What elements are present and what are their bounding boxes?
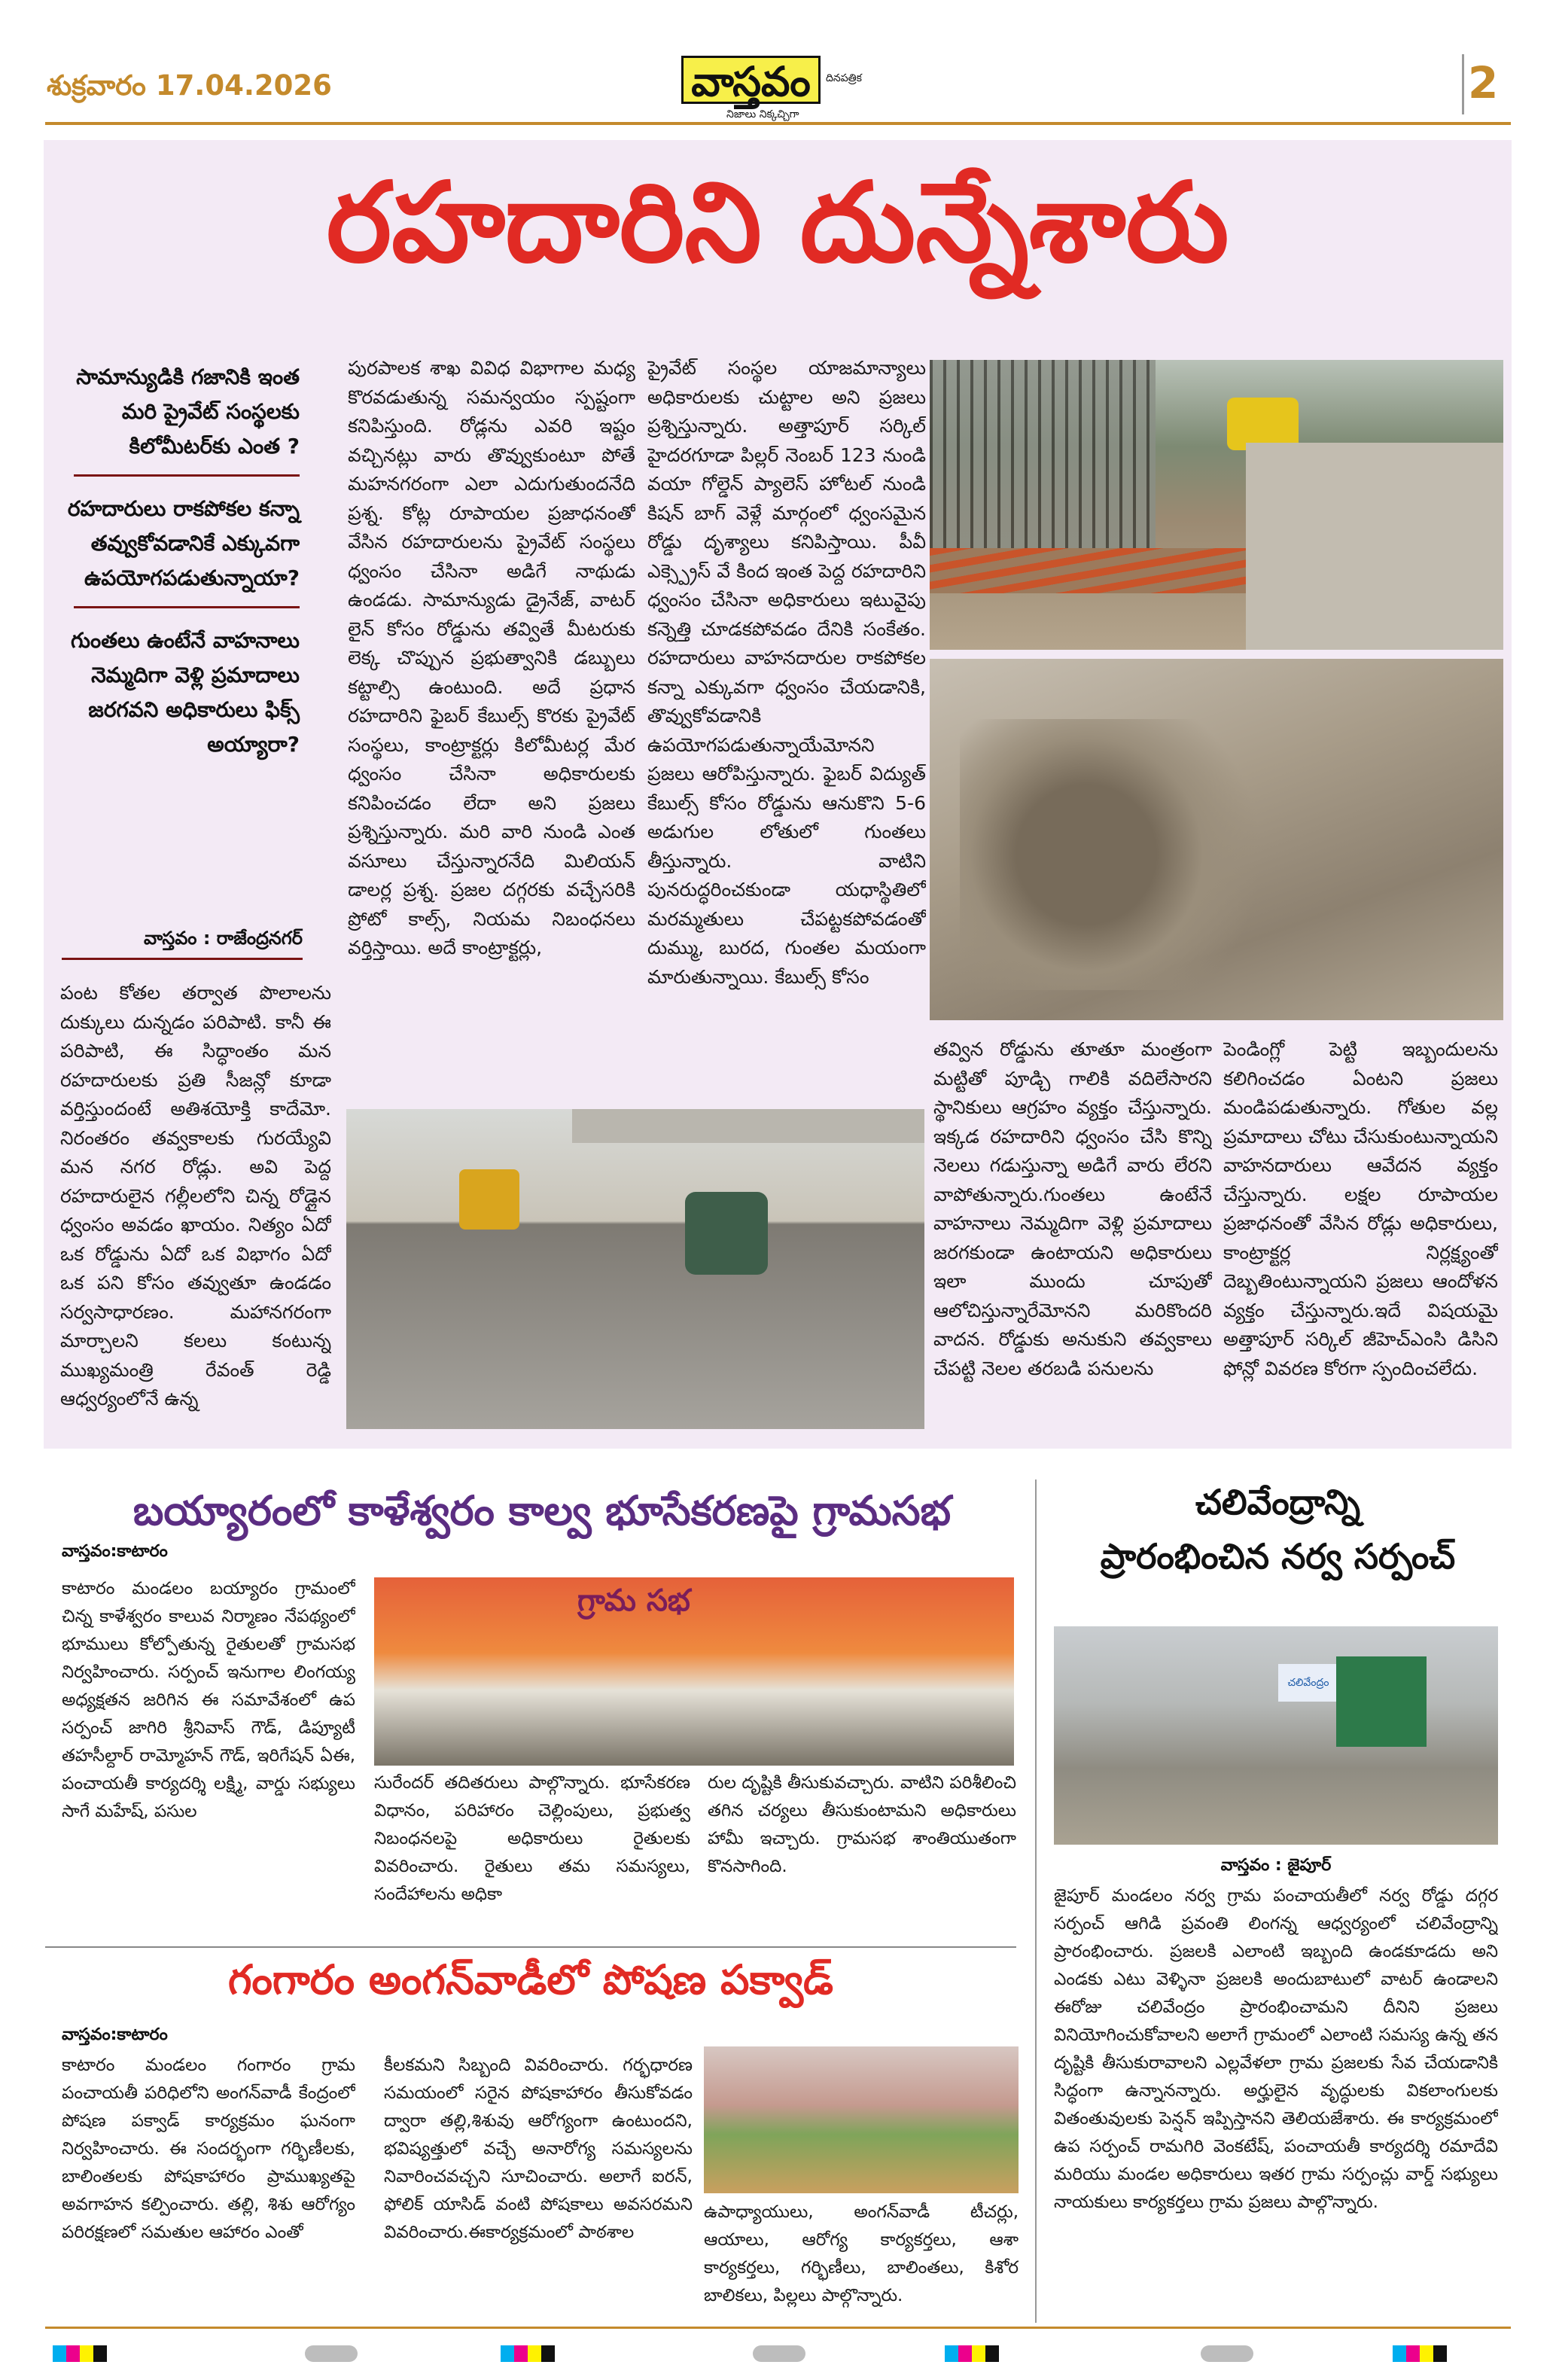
photo-flyover [572,1109,924,1143]
logo-side-text: దినపత్రిక [826,72,862,84]
photo-orange-pipes [930,548,1246,593]
masthead-logo [681,56,873,131]
column-divider [1035,1480,1037,2323]
reg-cyan [501,2345,514,2362]
photo-tent [1336,1656,1427,1747]
reg-magenta [958,2345,972,2362]
masthead-rule [45,122,1511,125]
photo-road-surface [1246,443,1503,650]
registration-marks [945,2345,999,2362]
pullquote-3: గుంతలు ఉంటేనే వాహనాలు నెమ్మదిగా వెళ్లి ప్రమాదాలు జరగవని అధికారులు ఫిక్స్ అయ్యారా? [70,628,300,757]
main-headline: రహదారిని దున్నేశారు [326,159,1229,287]
register-oval [1201,2345,1253,2362]
reg-yellow [528,2345,541,2362]
register-oval [753,2345,805,2362]
photo-auto-rickshaw [685,1192,768,1275]
registration-marks [53,2345,107,2362]
photo-traffic-street [346,1109,924,1429]
registration-marks [501,2345,555,2362]
photo-chalivendram [1054,1626,1498,1845]
reg-black [541,2345,555,2362]
chalivendram-byline: వాస్తవం : జైపూర్ [1220,1856,1332,1875]
page-number-divider [1462,54,1464,114]
byline-rule [62,958,303,960]
main-column-2: పురపాలక శాఖ వివిధ విభాగాల మధ్య కొరవడుతున్న సమన్వయం స్పష్టంగా కనిపిస్తుంది. రోడ్లను ఎవరి ఇష్టం వచ్చినట్లు వారు తొవ్వుకుంటూ పోతే మహనగరంగా ఎలా ఎదుగుతుందనేది ప్రశ్న. కోట్ల రూపాయల ప్రజాధనంతో వేసిన రహదారులను ప్రైవేట్ సంస్థలు ధ్వంసం చేసినా అడిగే నాథుడు ఉండడు. సామాన్యుడు డ్రైనేజ్, వాటర్ లైన్ కోసం రోడ్డును తవ్వితే మీటరుకు లెక్క చొప్పున ప్రభుత్వానికి డబ్బులు కట్టాల్సి ఉంటుంది. అదే ప్రధాన రహదారిని ఫైబర్ కేబుల్స్ కొరకు ప్రైవేట్ సంస్థలు, కాంట్రాక్టర్లు కిలోమీటర్ల మేర ధ్వంసం చేసినా అధికారులకు కనిపించడం లేదా అని ప్రజలు ప్రశ్నిస్తున్నారు. మరి వారి నుండి ఎంత వసూలు చేస్తున్నారనేది మిలియన్ డాలర్ల ప్రశ్న. ప్రజల దగ్గరకు వచ్చేసరికి ప్రోటో కాల్స్, నియమ నిబంధనలు వర్తిస్తాయి. అదే కాంట్రాక్టర్లు, [348,357,635,958]
reg-cyan [945,2345,958,2362]
main-column-1: పంట కోతల తర్వాత పొలాలను దుక్కులు దున్నడం పరిపాటి. కానీ ఈ పరిపాటి, ఈ సిద్ధాంతం మన రహదారులకు ప్రతి సీజన్లో కూడా వర్తిస్తుందంటే అతిశయోక్తి కాదేమో. నిరంతరం తవ్వకాలకు గురయ్యేవి మన నగర రోడ్లు. అవి పెద్ద రహదారులైన గల్లీలలోని చిన్న రోడ్లైన ధ్వంసం అవడం ఖాయం. నిత్యం ఏదో ఒక రోడ్డును ఏదో ఒక విభాగం ఏదో ఒక పని కోసం తవ్వుతూ ఉండడం సర్వసాధారణం. మహానగరంగా మార్చాలని కలలు కంటున్న ముఖ్యమంత్రి రేవంత్ రెడ్డి ఆధ్వర్యంలోనే ఉన్న [60,982,331,1409]
reg-yellow [1420,2345,1433,2362]
photo-rubble [960,719,1276,990]
main-column-4: తవ్విన రోడ్డును తూతూ మంత్రంగా మట్టితో పూడ్చి గాలికి వదిలేసారని స్థానికులు ఆగ్రహం వ్యక్తం చేస్తున్నారు. ఇక్కడ రహదారిని ధ్వంసం చేసి కొన్ని నెలలు గడుస్తున్నా అడిగే వారు లేరని వాపోతున్నారు.గుంతలు ఉంటేనే వాహనాలు నెమ్మదిగా వెళ్లి ప్రమాదాలు జరగకుండా ఉంటాయని అధికారులు ఇలా ముందు చూపుతో ఆలోచిస్తున్నారేమోనని మరికొందరి వాదన. రోడ్డుకు అనుకుని తవ్వకాలు చేపట్టి నెలల తరబడి పనులను [933,1038,1212,1379]
gangaram-byline: వాస్తవం:కాటారం [62,2025,168,2044]
reg-magenta [66,2345,80,2362]
bayyaram-headline: బయ్యారంలో కాళేశ్వరం కాల్వ భూసేకరణపై గ్రామసభ [132,1487,952,1534]
pullquote-divider [74,606,300,608]
reg-yellow [972,2345,985,2362]
photo-road-cables [930,360,1503,650]
photo-anganwadi [704,2046,1019,2193]
bayyaram-column-1: కాటారం మండలం బయ్యారం గ్రామంలో చిన్న కాళేశ్వరం కాలువ నిర్మాణం నేపథ్యంలో భూములు కోల్పోతున్న రైతులతో గ్రామసభ నిర్వహించారు. సర్పంచ్ ఇనుగాల లింగయ్య అధ్యక్షతన జరిగిన ఈ సమావేశంలో ఉప సర్పంచ్ జాగిరి శ్రీనివాస్ గౌడ్, డిప్యూటీ తహసీల్దార్ రామ్మోహన్ గౌడ్, ఇరిగేషన్ ఏఈ, పంచాయతీ కార్యదర్శి లక్ష్మి, వార్డు సభ్యులు సాగే మహేష్, పసుల [62,1579,355,1821]
chalivendram-headline-line-2: ప్రారంభించిన నర్వ సర్పంచ్ [1100,1536,1456,1577]
reg-cyan [53,2345,66,2362]
pullquote-2: రహదారులు రాకపోకల కన్నా తవ్వుకోవడానికే ఎక్కువగా ఉపయోగపడుతున్నాయా? [67,496,300,590]
photo-fence [930,360,1156,556]
main-column-5: పెండింగ్లో పెట్టి ఇబ్బందులను కలిగించడం ఏంటని ప్రజలు మండిపడుతున్నారు. గోతుల వల్ల ప్రమాదాలు చోటు చేసుకుంటున్నాయని వాహనదారులు ఆవేదన వ్యక్తం చేస్తున్నారు. లక్షల రూపాయల ప్రజాధనంతో వేసిన రోడ్లు అధికారులు, కాంట్రాక్టర్ల నిర్లక్ష్యంతో దెబ్బతింటున్నాయని ప్రజలు ఆందోళన వ్యక్తం చేస్తున్నారు.ఇదే విషయమై అత్తాపూర్ సర్కిల్ జీహెచ్ఎంసి డిసిని ఫోన్లో వివరణ కోరగా స్పందించలేదు. [1223,1038,1498,1379]
gangaram-headline: గంగారం అంగన్‌వాడీలో పోషణ పక్వాడ్ [228,1956,833,2004]
reg-magenta [514,2345,528,2362]
section-divider [45,1946,1016,1948]
footer-rule [45,2327,1511,2329]
pullquote-block [59,360,300,762]
logo-tagline: నిజాలు నిక్కచ్చిగా [726,108,799,120]
pullquote-1: సామాన్యుడికి గజానికి ఇంత మరి ప్రైవేట్ సంస్థలకు కిలోమీటర్‌కు ఎంత ? [76,364,300,459]
chalivendram-body: జైపూర్ మండలం నర్వ గ్రామ పంచాయతీలో నర్వ రోడ్డు దగ్గర సర్పంచ్ ఆగిడి ప్రవంతి లింగన్న ఆధ్వర్యంలో చలివేంద్రాన్ని ప్రారంభించారు. ప్రజలకి ఎలాంటి ఇబ్బంది ఉండకూడదు అని ఎండకు ఎటు వెళ్ళినా ప్రజలకి అందుబాటులో వాటర్ ఉండాలని ఈరోజు చలివేంద్రం ప్రారంభించామని దీనిని ప్రజలు వినియోగించుకోవాలని అలాగే గ్రామంలో ఎలాంటి సమస్య ఉన్న తన దృష్టికి తీసుకురావాలని ఎల్లవేళలా గ్రామ ప్రజలకు సేవ చేయడానికి సిద్ధంగా ఉన్నానన్నారు. అర్హులైన వృద్ధులకు వికలాంగులకు వితంతువులకు పెన్షన్ ఇప్పిస్తానని తెలియజేశారు. ఈ కార్యక్రమంలో ఉప సర్పంచ్ రామగిరి వెంకటేష్, పంచాయతీ కార్యదర్శి రమాదేవి మరియు మండల అధికారులు ఇతర గ్రామ సర్పంచ్లు వార్డ్ సభ్యులు నాయకులు కార్యకర్తలు గ్రామ ప్రజలు పాల్గొన్నారు. [1054,1886,1498,2212]
bayyaram-column-2: సురేందర్ తదితరులు పాల్గొన్నారు. భూసేకరణ విధానం, పరిహారం చెల్లింపులు, ప్రభుత్వ నిబంధనలపై అధికారులు రైతులకు వివరించారు. రైతులు తమ సమస్యలు, సందేహాలను అధికా [374,1773,690,1904]
reg-black [985,2345,999,2362]
reg-yellow [80,2345,93,2362]
main-byline: వాస్తవం : రాజేంద్రనగర్ [143,928,303,949]
reg-cyan [1393,2345,1406,2362]
reg-black [93,2345,107,2362]
masthead-date: శుక్రవారం 17.04.2026 [47,69,332,102]
pullquote-divider [74,474,300,477]
reg-black [1433,2345,1447,2362]
gangaram-column-2: కీలకమని సిబ్బంది వివరించారు. గర్భధారణ సమయంలో సరైన పోషకాహారం తీసుకోవడం ద్వారా తల్లి,శిశువు ఆరోగ్యంగా ఉంటుందని, భవిష్యత్తులో వచ్చే అనారోగ్య సమస్యలను నివారించవచ్చని సూచించారు. అలాగే ఐరన్, ఫోలిక్ యాసిడ్ వంటి పోషకాలు అవసరమని వివరించారు.ఈకార్యక్రమంలో పాఠశాల [384,2055,693,2242]
register-oval [305,2345,358,2362]
page-number: 2 [1468,57,1499,108]
bayyaram-column-3: రుల దృష్టికి తీసుకువచ్చారు. వాటిని పరిశీలించి తగిన చర్యలు తీసుకుంటామని అధికారులు హామీ ఇచ్చారు. గ్రామసభ శాంతియుతంగా కొనసాగింది. [708,1773,1016,1876]
photo-grama-sabha [374,1577,1014,1766]
main-column-3: ప్రైవేట్ సంస్థల యాజమాన్యాలు అధికారులకు చుట్టాల అని ప్రజలు ప్రశ్నిస్తున్నారు. అత్తాపూర్ సర్కిల్ హైదరగూడా పిల్లర్ నెంబర్ 123 నుండి వయా గోల్డెన్ ప్యాలెస్ హోటల్ నుండి కిషన్ బాగ్ వెళ్లే మార్గంలో ధ్వంసమైన రోడ్డు దృశ్యాలు కనిపిస్తాయి. పీవీ ఎక్స్ప్రెస్ వే కింద ఇంత పెద్ద రహదారిని ధ్వంసం చేసినా అధికారులు ఇటువైపు కన్నెత్తి చూడకపోవడం దేనికి సంకేతం. రహదారులు వాహనదారుల రాకపోకల కన్నా ఎక్కువగా ధ్వంసం చేయడానికి, తొవ్వుకోవడానికి ఉపయోగపడుతున్నాయేమోనని ప్రజలు ఆరోపిస్తున్నారు. ఫైబర్ విద్యుత్ కేబుల్స్ కోసం రోడ్డును ఆనుకొని 5-6 అడుగుల లోతులో గుంతలు తీస్తున్నారు. వాటిని పునరుద్ధరించకుండా యధాస్థితిలో మరమ్మతులు చేపట్టకపోవడంతో దుమ్ము, బురద, గుంతల మయంగా మారుతున్నాయి. కేబుల్స్ కోసం [647,357,926,988]
grama-sabha-banner: గ్రామ సభ [577,1583,690,1618]
bayyaram-byline: వాస్తవం:కాటారం [62,1542,168,1561]
logo-wordmark: వాస్తవం [681,56,821,104]
photo-dug-road [930,659,1503,1020]
gangaram-column-3: ఉపాధ్యాయులు, అంగన్‌వాడీ టీచర్లు, ఆయాలు, ఆరోగ్య కార్యకర్తలు, ఆశా కార్యకర్తలు, గర్భిణీలు, బాలింతలు, కిశోర బాలికలు, పిల్లలు పాల్గొన్నారు. [704,2202,1019,2305]
reg-magenta [1406,2345,1420,2362]
gangaram-column-1: కాటారం మండలం గంగారం గ్రామ పంచాయతీ పరిధిలోని అంగన్‌వాడీ కేంద్రంలో పోషణ పక్వాడ్ కార్యక్రమం ఘనంగా నిర్వహించారు. ఈ సందర్భంగా గర్భిణీలకు, బాలింతలకు పోషకాహారం ప్రాముఖ్యతపై అవగాహన కల్పించారు. తల్లి, శిశు ఆరోగ్యం పరిరక్షణలో సమతుల ఆహారం ఎంతో [62,2055,355,2242]
chalivendram-banner: చలివేంద్రం [1278,1664,1338,1702]
chalivendram-headline-line-1: చలివేంద్రాన్ని [1195,1482,1361,1522]
photo-school-bus [459,1169,519,1230]
registration-marks [1393,2345,1447,2362]
